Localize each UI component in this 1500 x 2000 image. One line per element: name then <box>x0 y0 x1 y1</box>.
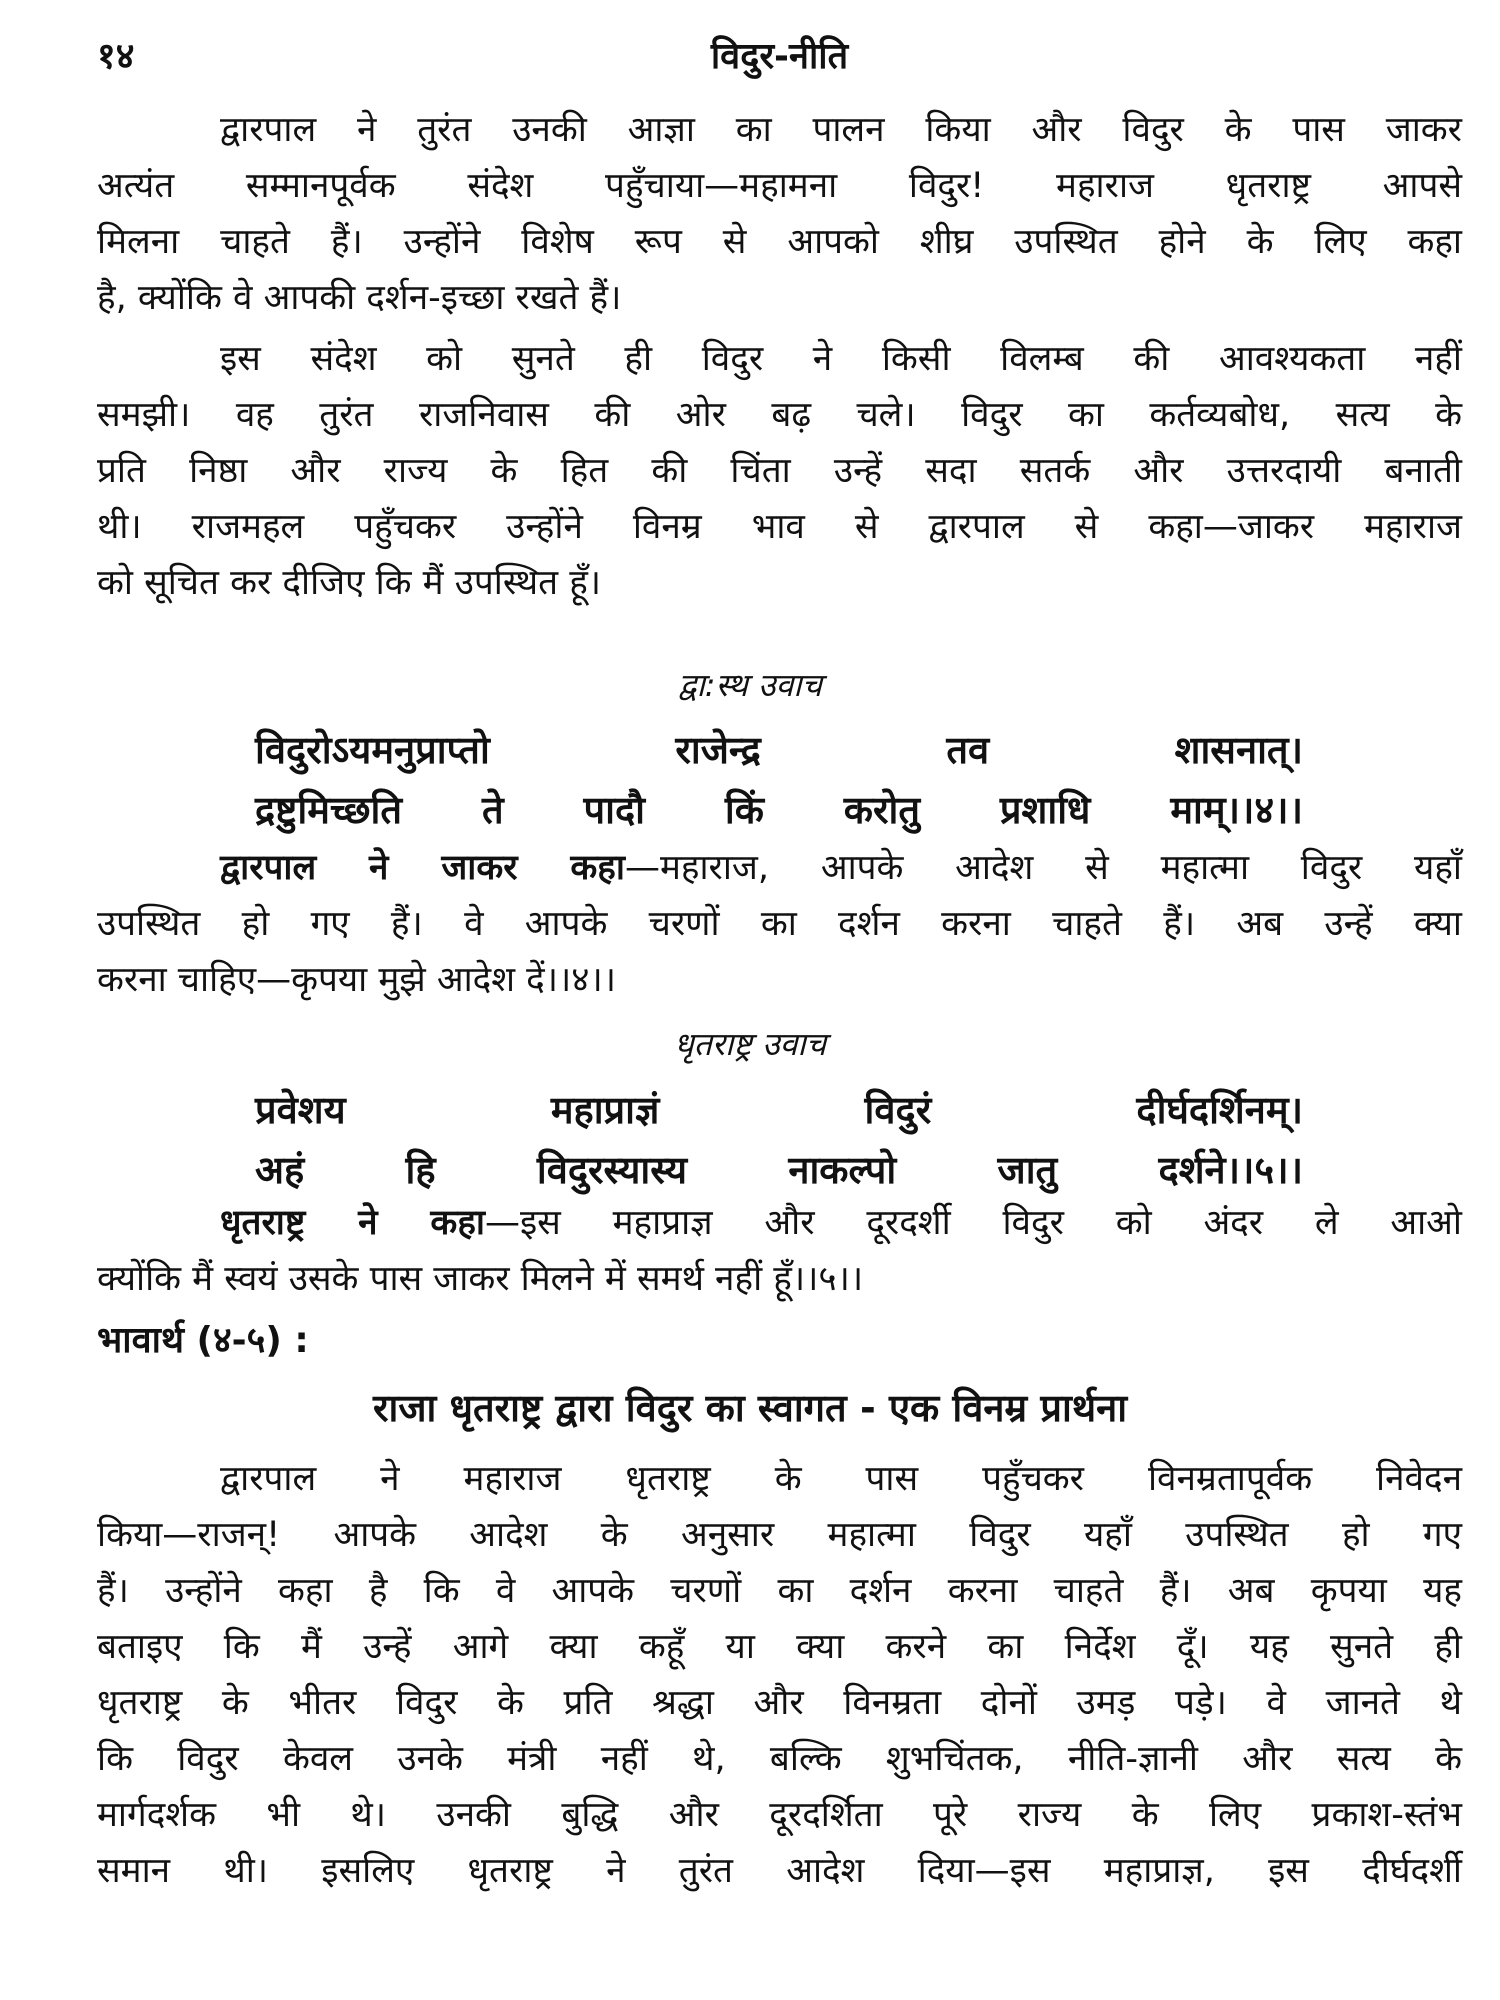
text-line: प्रति निष्ठा और राज्य के हित की चिंता उन्हें सदा सतर्क और उत्तरदायी बनाती <box>97 451 1462 491</box>
text-line: समझी। वह तुरंत राजनिवास की ओर बढ़ चले। विदुर का कर्तव्यबोध, सत्य के <box>97 395 1462 435</box>
paragraph-4 <box>97 1195 1462 1307</box>
speaker-label: धृतराष्ट्र उवाच <box>673 1025 827 1063</box>
text-line: मिलना चाहते हैं। उन्होंने विशेष रूप से आपको शीघ्र उपस्थित होने के लिए कहा <box>97 222 1462 262</box>
text-line: हैं। उन्होंने कहा है कि वे आपके चरणों का दर्शन करना चाहते हैं। अब कृपया यह <box>97 1571 1462 1611</box>
text-line: समान थी। इसलिए धृतराष्ट्र ने तुरंत आदेश दिया—इस महाप्राज्ञ, इस दीर्घदर्शी <box>97 1851 1462 1891</box>
text-line: थी। राजमहल पहुँचकर उन्होंने विनम्र भाव से द्वारपाल से कहा—जाकर महाराज <box>97 507 1462 547</box>
page-header <box>97 30 1462 86</box>
verse-line: द्रष्टुमिच्छति ते पादौ किं करोतु प्रशाधि माम्।।४।। <box>255 788 1303 832</box>
text: —महाराज, आपके आदेश से महात्मा विदुर यहाँ <box>624 848 1462 888</box>
text-line: कि विदुर केवल उनके मंत्री नहीं थे, बल्कि शुभचिंतक, नीति-ज्ञानी और सत्य के <box>97 1739 1462 1779</box>
text-line: करना चाहिए—कृपया मुझे आदेश दें।।४।। <box>97 960 616 1000</box>
paragraph-2 <box>97 331 1462 611</box>
text-line: बताइए कि मैं उन्हें आगे क्या कहूँ या क्या करने का निर्देश दूँ। यह सुनते ही <box>97 1627 1462 1667</box>
text-line: किया—राजन्! आपके आदेश के अनुसार महात्मा विदुर यहाँ उपस्थित हो गए <box>97 1515 1462 1555</box>
text-line <box>97 840 1462 896</box>
speaker-bold: धृतराष्ट्र ने कहा <box>220 1203 485 1243</box>
paragraph-3 <box>97 840 1462 1008</box>
text-line: धृतराष्ट्र के भीतर विदुर के प्रति श्रद्धा और विनम्रता दोनों उमड़ पड़े। वे जानते थे <box>97 1683 1462 1723</box>
speaker-bold: द्वारपाल ने जाकर कहा <box>220 848 625 888</box>
text-line: द्वारपाल ने तुरंत उनकी आज्ञा का पालन किया और विदुर के पास जाकर <box>220 110 1462 150</box>
text-line: है, क्योंकि वे आपकी दर्शन-इच्छा रखते हैं। <box>97 278 622 318</box>
paragraph-5 <box>97 1451 1462 1899</box>
text-line: अत्यंत सम्मानपूर्वक संदेश पहुँचाया—महामना विदुर! महाराज धृतराष्ट्र आपसे <box>97 166 1462 206</box>
bhavarth-label: भावार्थ (४-५) : <box>97 1320 309 1361</box>
verse-4 <box>255 720 1303 840</box>
text-line <box>97 1195 1462 1251</box>
text-line: क्योंकि मैं स्वयं उसके पास जाकर मिलने में समर्थ नहीं हूँ।।५।। <box>97 1259 864 1299</box>
section-heading: राजा धृतराष्ट्र द्वारा विदुर का स्वागत - एक विनम्र प्रार्थना <box>372 1386 1128 1430</box>
page-number: १४ <box>97 36 135 77</box>
speaker-label: द्वा:स्थ उवाच <box>678 666 822 704</box>
verse-5 <box>255 1080 1303 1200</box>
verse-line: अहं हि विदुरस्यास्य नाकल्पो जातु दर्शने।।५।। <box>255 1148 1303 1192</box>
text-line: मार्गदर्शक भी थे। उनकी बुद्धि और दूरदर्शिता पूरे राज्य के लिए प्रकाश-स्तंभ <box>97 1795 1462 1835</box>
running-title: विदुर-नीति <box>710 36 849 77</box>
text: —इस महाप्राज्ञ और दूरदर्शी विदुर को अंदर ले आओ <box>484 1203 1462 1243</box>
text-line: उपस्थित हो गए हैं। वे आपके चरणों का दर्शन करना चाहते हैं। अब उन्हें क्या <box>97 904 1462 944</box>
text-line: द्वारपाल ने महाराज धृतराष्ट्र के पास पहुँचकर विनम्रतापूर्वक निवेदन <box>220 1459 1462 1499</box>
text-line: को सूचित कर दीजिए कि मैं उपस्थित हूँ। <box>97 563 602 603</box>
verse-line: विदुरोऽयमनुप्राप्तो राजेन्द्र तव शासनात्। <box>255 728 1303 772</box>
paragraph-1 <box>97 102 1462 326</box>
text-line: इस संदेश को सुनते ही विदुर ने किसी विलम्ब की आवश्यकता नहीं <box>220 339 1462 379</box>
verse-line: प्रवेशय महाप्राज्ञं विदुरं दीर्घदर्शिनम्। <box>255 1088 1303 1132</box>
